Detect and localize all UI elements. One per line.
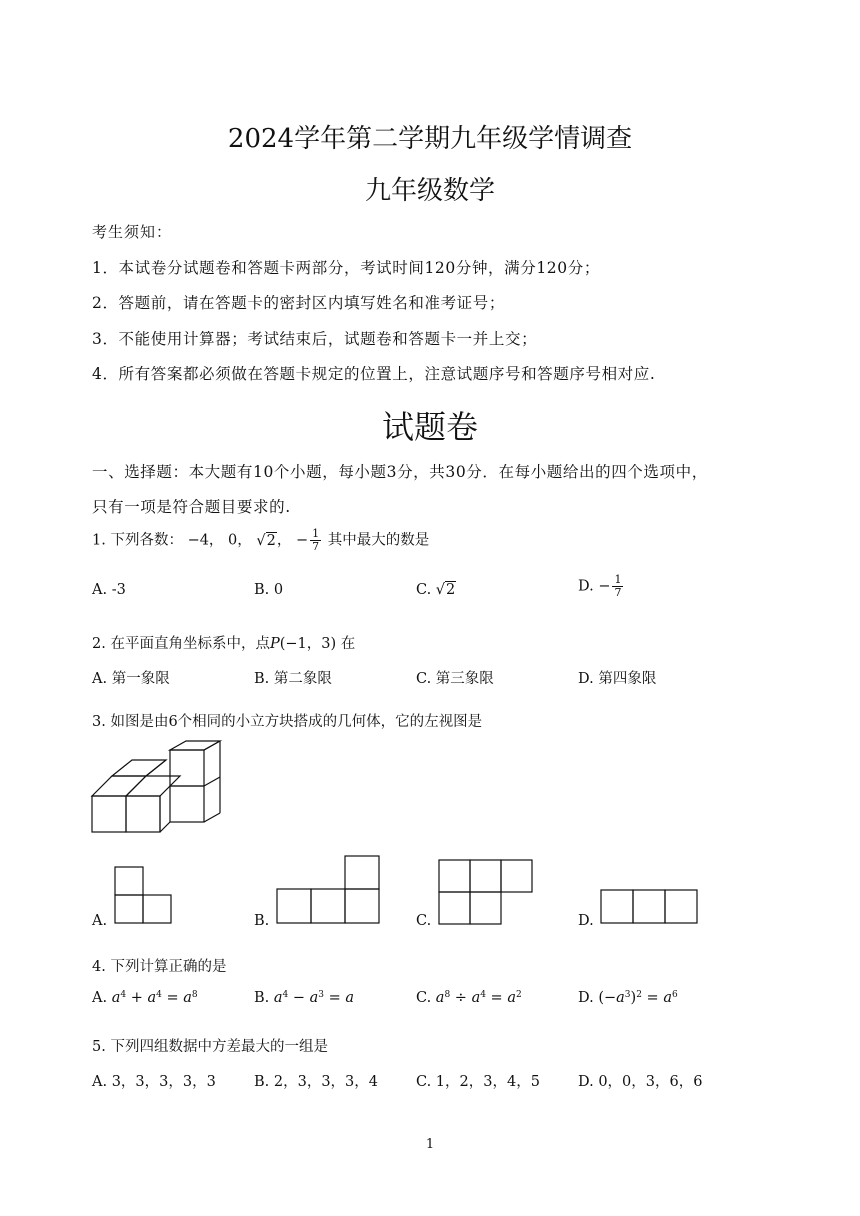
q1-suffix: 其中最大的数是 — [327, 532, 430, 549]
section-title: 试题卷 — [381, 408, 478, 446]
exam-subtitle: 九年级数学 — [364, 176, 495, 206]
q3-option-c-label: C. — [416, 913, 432, 929]
notice-item-3: 3．不能使用计算器；考试结束后，试题卷和答题卡一并上交； — [92, 330, 538, 348]
q1-option-b: B. 0 — [254, 582, 284, 598]
q3-option-c-figure — [438, 859, 534, 927]
q2-option-a: A. 第一象限 — [92, 671, 170, 687]
question-3: 3. 如图是由6个相同的小立方块搭成的几何体，它的左视图是 — [92, 714, 483, 730]
page-number: 1 — [425, 1137, 435, 1152]
q5-option-c: C. 1，2，3，4，5 — [416, 1074, 540, 1090]
q3-option-d-figure — [600, 889, 700, 925]
q1-option-c: C. √2 — [416, 582, 456, 598]
q1-option-d: D. − $\frac{1}{7}$ — [578, 573, 622, 599]
question-4: 4. 下列计算正确的是 — [92, 959, 227, 975]
q5-option-a: A. 3，3，3，3，3 — [92, 1074, 216, 1090]
q5-option-d: D. 0，0，3，6，6 — [578, 1074, 703, 1090]
q4-option-d: D. $(-a^3)^2 = a^6$ — [578, 990, 678, 1006]
notice-heading: 考生须知： — [92, 223, 173, 241]
part1-intro-line1: 一、选择题：本大题有10个小题，每小题3分，共30分．在每小题给出的四个选项中， — [92, 463, 708, 481]
q2-option-c: C. 第三象限 — [416, 671, 494, 687]
q4-option-a: A. $a^4 + a^4 = a^8$ — [92, 990, 198, 1006]
q5-option-b: B. 2，3，3，3，4 — [254, 1074, 379, 1090]
q1-num-1: −4， — [187, 532, 224, 549]
question-2: 2. 在平面直角坐标系中，点P(−1，3) 在 — [92, 636, 356, 652]
notice-item-4: 4．所有答案都必须做在答题卡规定的位置上，注意试题序号和答题序号相对应. — [92, 365, 656, 383]
question-5: 5. 下列四组数据中方差最大的一组是 — [92, 1039, 328, 1055]
q3-option-b-figure — [276, 855, 380, 925]
q1-prefix: 1. 下列各数： — [92, 532, 183, 549]
q3-cube-figure — [90, 740, 220, 835]
q3-option-d-label: D. — [578, 913, 594, 929]
q2-point-label: P — [269, 636, 280, 652]
exam-title: 2024学年第二学期九年级学情调查 — [227, 124, 633, 154]
q3-option-a-figure — [114, 866, 174, 926]
q1-sqrt: √2 — [256, 532, 276, 549]
q1-option-a: A. -3 — [92, 582, 126, 598]
part1-intro-line2: 只有一项是符合题目要求的. — [92, 498, 291, 516]
q4-option-c: C. $a^8 \div a^4 = a^2$ — [416, 990, 522, 1006]
q1-neg: − — [295, 532, 309, 549]
q1-num-2: 0， — [228, 532, 252, 549]
question-1: 1. 下列各数： −4， 0， √2， − $\frac{1}{7}$ 其中最大的数是 — [92, 527, 430, 553]
notice-item-1: 1．本试卷分试题卷和答题卡两部分，考试时间120分钟，满分120分； — [92, 259, 600, 277]
q4-option-b: B. $a^4 - a^3 = a$ — [254, 990, 355, 1006]
q2-option-b: B. 第二象限 — [254, 671, 332, 687]
q2-option-d: D. 第四象限 — [578, 671, 657, 687]
q3-option-b-label: B. — [254, 913, 270, 929]
q1-fraction: $\frac{1}{7}$ — [312, 527, 320, 553]
q3-option-a-label: A. — [92, 913, 108, 929]
notice-item-2: 2．答题前，请在答题卡的密封区内填写姓名和准考证号； — [92, 294, 505, 312]
